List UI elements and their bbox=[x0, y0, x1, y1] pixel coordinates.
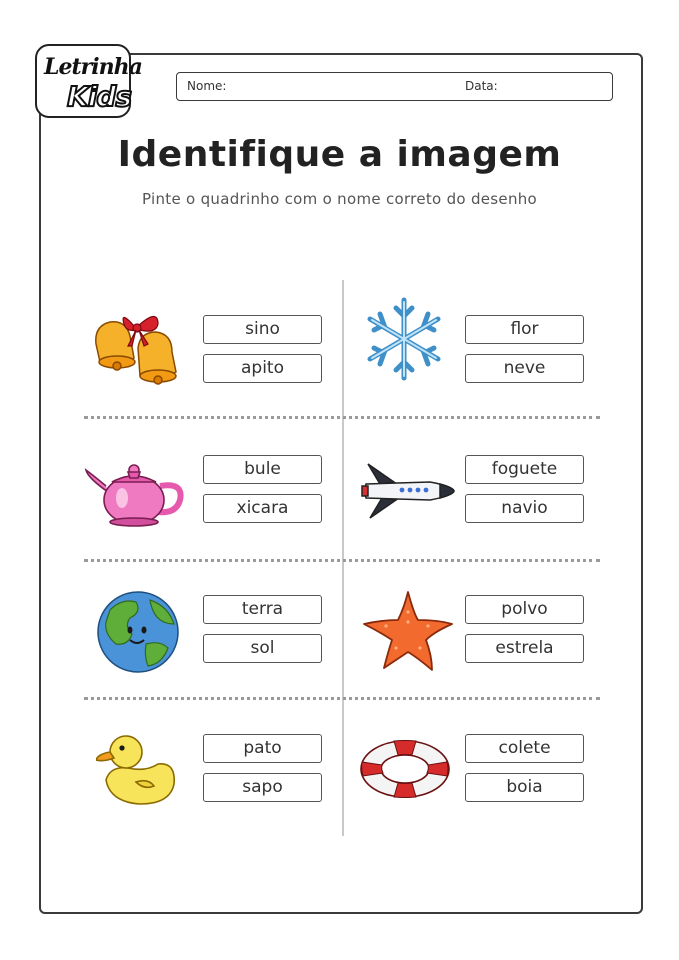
option-polvo[interactable]: polvo bbox=[465, 595, 584, 624]
bells-icon bbox=[86, 306, 186, 386]
lifebuoy-icon bbox=[358, 738, 452, 800]
logo-line2: Kids bbox=[67, 80, 132, 113]
option-sol[interactable]: sol bbox=[203, 634, 322, 663]
option-xicara[interactable]: xicara bbox=[203, 494, 322, 523]
column-divider bbox=[342, 280, 344, 836]
option-sapo[interactable]: sapo bbox=[203, 773, 322, 802]
name-date-box[interactable] bbox=[176, 72, 613, 101]
option-apito[interactable]: apito bbox=[203, 354, 322, 383]
logo bbox=[35, 44, 142, 118]
duck-icon bbox=[96, 730, 178, 808]
row-divider bbox=[84, 416, 600, 419]
option-pato[interactable]: pato bbox=[203, 734, 322, 763]
option-colete[interactable]: colete bbox=[465, 734, 584, 763]
option-estrela[interactable]: estrela bbox=[465, 634, 584, 663]
page-subtitle: Pinte o quadrinho com o nome correto do desenho bbox=[141, 190, 538, 208]
date-label: Data: bbox=[465, 79, 498, 93]
row-divider bbox=[84, 697, 600, 700]
option-boia[interactable]: boia bbox=[465, 773, 584, 802]
space-shuttle-icon bbox=[360, 460, 456, 522]
option-terra[interactable]: terra bbox=[203, 595, 322, 624]
starfish-icon bbox=[362, 588, 454, 672]
name-label: Nome: bbox=[187, 79, 227, 93]
option-bule[interactable]: bule bbox=[203, 455, 322, 484]
option-sino[interactable]: sino bbox=[203, 315, 322, 344]
option-flor[interactable]: flor bbox=[465, 315, 584, 344]
page-title: Identifique a imagem bbox=[117, 134, 562, 175]
logo-line1: Letrinha bbox=[44, 54, 142, 80]
option-navio[interactable]: navio bbox=[465, 494, 584, 523]
teapot-icon bbox=[84, 456, 186, 528]
option-foguete[interactable]: foguete bbox=[465, 455, 584, 484]
row-divider bbox=[84, 559, 600, 562]
earth-icon bbox=[94, 590, 184, 674]
option-neve[interactable]: neve bbox=[465, 354, 584, 383]
snowflake-icon bbox=[366, 294, 442, 384]
